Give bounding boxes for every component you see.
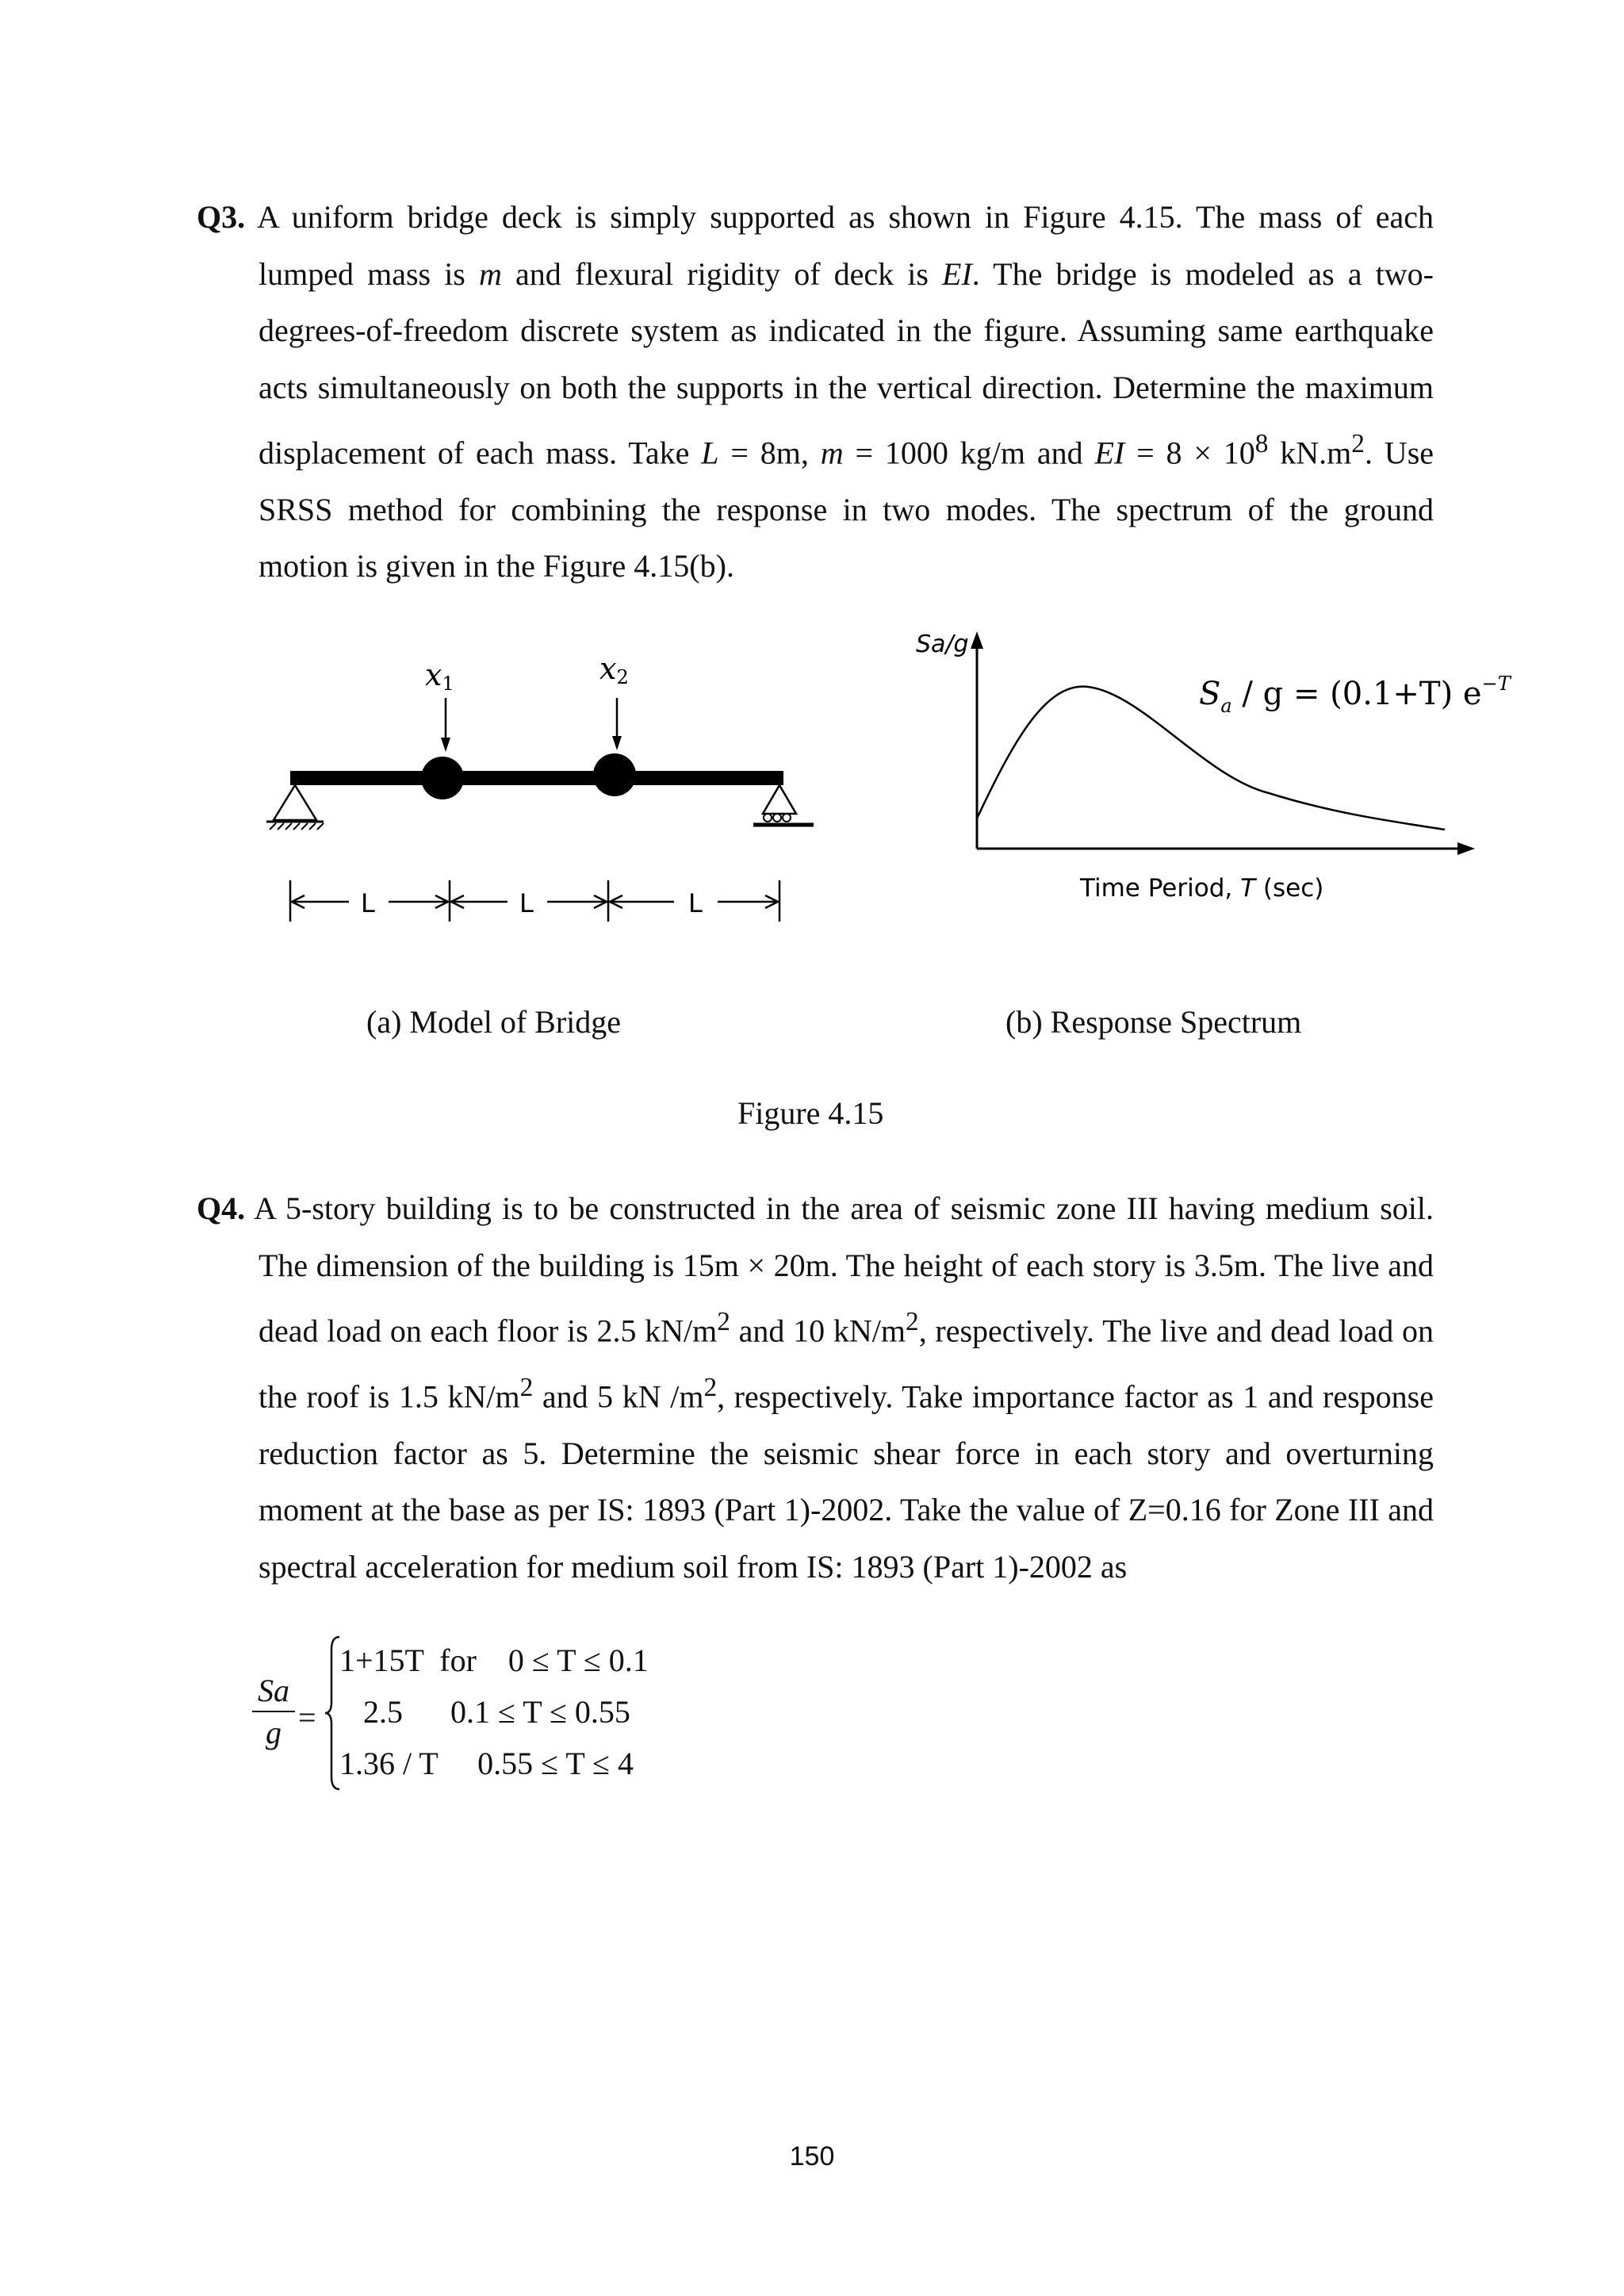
formula-case-2: 2.5 0.1 ≤ T ≤ 0.55 — [363, 1694, 630, 1730]
bridge-deck — [290, 771, 783, 785]
x-axis-label: Time Period, T (sec) — [1080, 874, 1324, 903]
figure-caption: Figure 4.15 — [737, 1095, 884, 1131]
lumped-mass-2 — [593, 753, 636, 796]
figure-a-caption: (a) Model of Bridge — [366, 1004, 622, 1040]
formula-case-1: 1+15T for 0 ≤ T ≤ 0.1 — [339, 1642, 649, 1678]
formula-case-3: 1.36 / T 0.55 ≤ T ≤ 4 — [339, 1746, 634, 1781]
spectrum-equation: $S_a / g = (0.1+T)$ $e^{-T}$ — [1199, 673, 1511, 717]
span-label-2: L — [519, 888, 534, 918]
curly-brace-icon — [325, 1634, 341, 1792]
formula-lhs: Sa g — [252, 1672, 295, 1751]
question-3: Q3. A uniform bridge deck is simply supported as shown in Figure 4.15. The mass of each lumped mass is m and flexural rigidity of deck is EI. The bridge is modeled as a two-degrees-of-freedom discrete system as indicated in the figure. Assuming same earthquake acts simultaneously on both the supports in the vertical direction. Determine the maximum displacement of each mass. Take L = 8m, m = 1000 kg/m and EI = $8 \times 10^8$ $kN.m^2$. Use SRSS method for combining the response in two modes. The spectrum of the ground motion is given in the Figure 4.15(b). — [197, 199, 1434, 585]
lumped-mass-1 — [421, 757, 464, 799]
y-axis-arrow-icon — [971, 631, 983, 649]
pin-support-icon — [266, 785, 324, 830]
x2-arrow-icon — [612, 736, 622, 750]
span-label-1: L — [361, 888, 375, 918]
question-4: Q4. A 5-story building is to be constructed in the area of seismic zone III having medium soil. The dimension of the building is 15m × 20m. The height of each story is 3.5m. The live and dead load on each floor is 2.5 $kN/m^2$ and 10 $kN/m^2$, respectively. The live and dead load on the roof is 1.5 $kN/m^2$ and 5 kN $/m^2$, respectively. Take importance factor as 1 and response reduction factor as 5. Determine the seismic shear force in each story and overturning moment at the base as per IS: 1893 (Part 1)-2002. Take the value of Z=0.16 for Zone III and spectral acceleration for medium soil from IS: 1893 (Part 1)-2002 as — [197, 1190, 1434, 1585]
spectral-acceleration-formula: Sa g = 1+15T for 0 ≤ T ≤ 0.1 2.5 0.1 ≤ T ≤ 0.55 1.36 / T 0.55 ≤ T ≤ 4 — [246, 1634, 737, 1800]
x-axis-arrow-icon — [1457, 842, 1475, 855]
figure-b-caption: (b) Response Spectrum — [1005, 1004, 1302, 1040]
x1-arrow-icon — [441, 738, 450, 752]
span-label-3: L — [688, 888, 703, 918]
x2-label: x2 — [599, 651, 629, 688]
question-3-label: Q3. — [197, 199, 246, 235]
x1-label: x1 — [425, 657, 454, 695]
response-spectrum-chart — [916, 631, 1512, 903]
roller-support-icon — [753, 785, 814, 825]
page-number: 150 — [789, 2141, 835, 2171]
y-axis-label: Sa/g — [916, 631, 969, 658]
question-4-label: Q4. — [197, 1190, 246, 1226]
